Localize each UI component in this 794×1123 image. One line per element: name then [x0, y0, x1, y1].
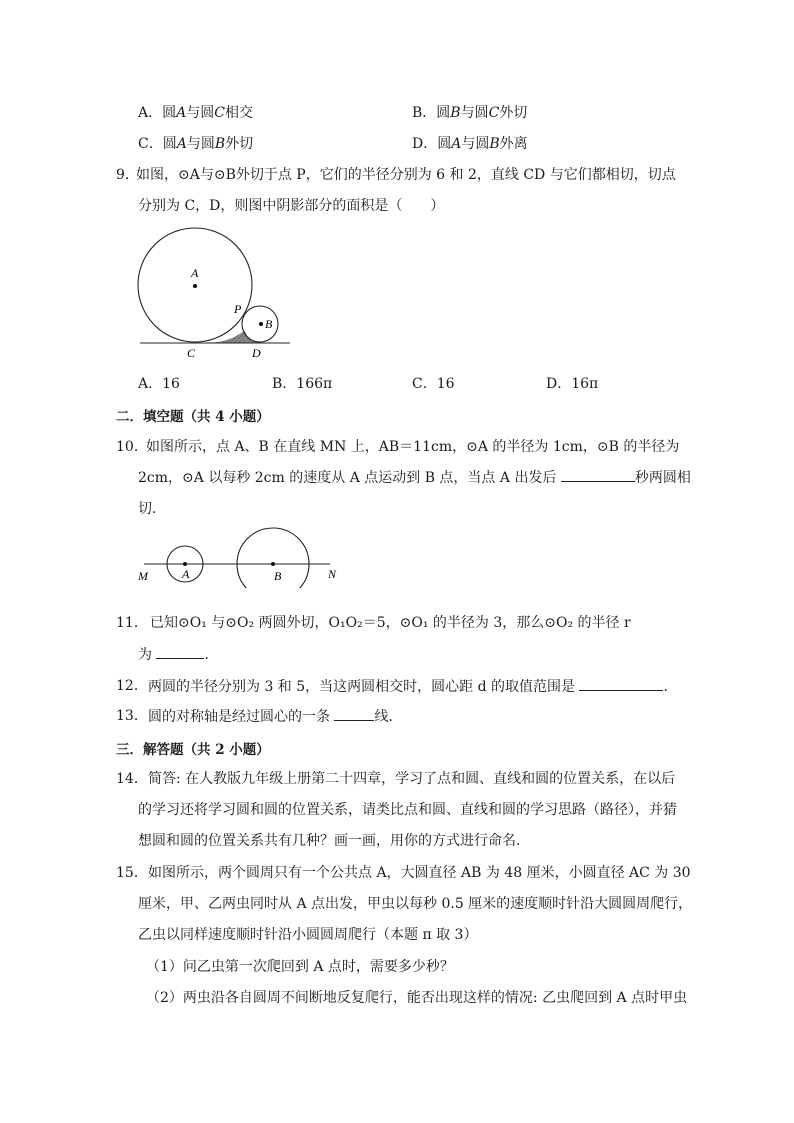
q14-line1: 简答: 在人教版九年级上册第二十四章，学习了点和圆、直线和圆的位置关系，在以后	[148, 771, 676, 787]
q15-number: 15．	[116, 865, 148, 881]
label-b: B	[274, 569, 282, 583]
q15-sub1: （1）问乙虫第一次爬回到 A 点时，需要多少秒？	[146, 959, 454, 975]
q8-option-b: B．圆B与圆C外切	[412, 105, 528, 121]
q9-line2: 分别为 C，D，则图中阴影部分的面积是（ ）	[138, 198, 445, 214]
label-a: A	[191, 266, 199, 280]
q13-text: 圆的对称轴是经过圆心的一条 线．	[148, 706, 402, 727]
q9-option-c: C．16	[412, 376, 455, 392]
q10-line1: 如图所示，点 A、B 在直线 MN 上，AB＝11cm，⊙A 的半径为 1cm，⊙B 的半径为	[146, 439, 680, 455]
center-b-dot	[259, 322, 263, 326]
label-m: M	[138, 569, 148, 583]
q9-figure	[130, 222, 300, 362]
circle-b-large	[237, 528, 309, 588]
q10-number: 10．	[116, 439, 148, 455]
label-n: N	[328, 567, 337, 581]
q12-answer-blank[interactable]	[579, 676, 663, 691]
q11-answer-blank[interactable]	[156, 644, 204, 659]
q9-option-a: A．16	[138, 376, 180, 392]
label-a: A	[182, 567, 190, 581]
q9-line1: 如图，⊙A与⊙B外切于点 P，它们的半径分别为 6 和 2，直线 CD 与它们都相切，切点	[136, 167, 676, 183]
q10-figure	[130, 522, 350, 588]
point-a-dot	[183, 562, 187, 566]
q10-line3: 切．	[138, 501, 166, 517]
center-a-dot	[193, 284, 197, 288]
q13-number: 13．	[116, 708, 148, 724]
q8-option-a: A．圆A与圆C相交	[138, 105, 253, 121]
q9-option-d: D．16π	[546, 376, 599, 392]
q9-number: 9．	[116, 167, 139, 183]
q9-option-b: B．166π	[272, 376, 333, 392]
q14-number: 14．	[116, 771, 148, 787]
q10-line2: 2cm，⊙A 以每秒 2cm 的速度从 A 点运动到 B 点，当点 A 出发后 秒两圆相	[138, 467, 691, 488]
q14-line2: 的学习还将学习圆和圆的位置关系，请类比点和圆、直线和圆的学习思路（路径），并猜	[138, 802, 677, 818]
label-c: C	[187, 346, 196, 360]
section-answer-title: 三．解答题（共 2 小题）	[116, 742, 270, 758]
q11-line2: 为 ．	[138, 644, 218, 665]
q8-option-d: D．圆A与圆B外离	[412, 136, 528, 152]
point-b-dot	[271, 562, 275, 566]
section-fill-in-title: 二．填空题（共 4 小题）	[116, 409, 270, 425]
q12-number: 12．	[116, 678, 148, 694]
q12-text: 两圆的半径分别为 3 和 5，当这两圆相交时，圆心距 d 的取值范围是 ．	[148, 676, 677, 697]
label-b: B	[265, 317, 273, 331]
q14-line3: 想圆和圆的位置关系共有几种？画一画，用你的方式进行命名．	[138, 833, 530, 849]
q15-sub2: （2）两虫沿各自圆周不间断地反复爬行，能否出现这样的情况: 乙虫爬回到 A 点时甲虫	[146, 990, 688, 1006]
label-d: D	[252, 346, 261, 360]
q10-answer-blank[interactable]	[561, 467, 635, 482]
q15-line2: 厘米，甲、乙两虫同时从 A 点出发，甲虫以每秒 0.5 厘米的速度顺时针沿大圆圆周爬行，	[138, 896, 693, 912]
q15-line3: 乙虫以同样速度顺时针沿小圆圆周爬行（本题 π 取 3）	[138, 927, 478, 943]
q13-answer-blank[interactable]	[334, 706, 374, 721]
q15-line1: 如图所示，两个圆周只有一个公共点 A，大圆直径 AB 为 48 厘米，小圆直径 AC 为 30	[148, 865, 691, 881]
q11-number: 11．	[116, 615, 148, 631]
q8-option-c: C．圆A与圆B外切	[138, 136, 254, 152]
q11-line1: 已知⊙O₁ 与⊙O₂ 两圆外切，O₁O₂＝5，⊙O₁ 的半径为 3，那么⊙O₂ 的半径 r	[150, 615, 631, 631]
label-p: P	[234, 302, 242, 316]
